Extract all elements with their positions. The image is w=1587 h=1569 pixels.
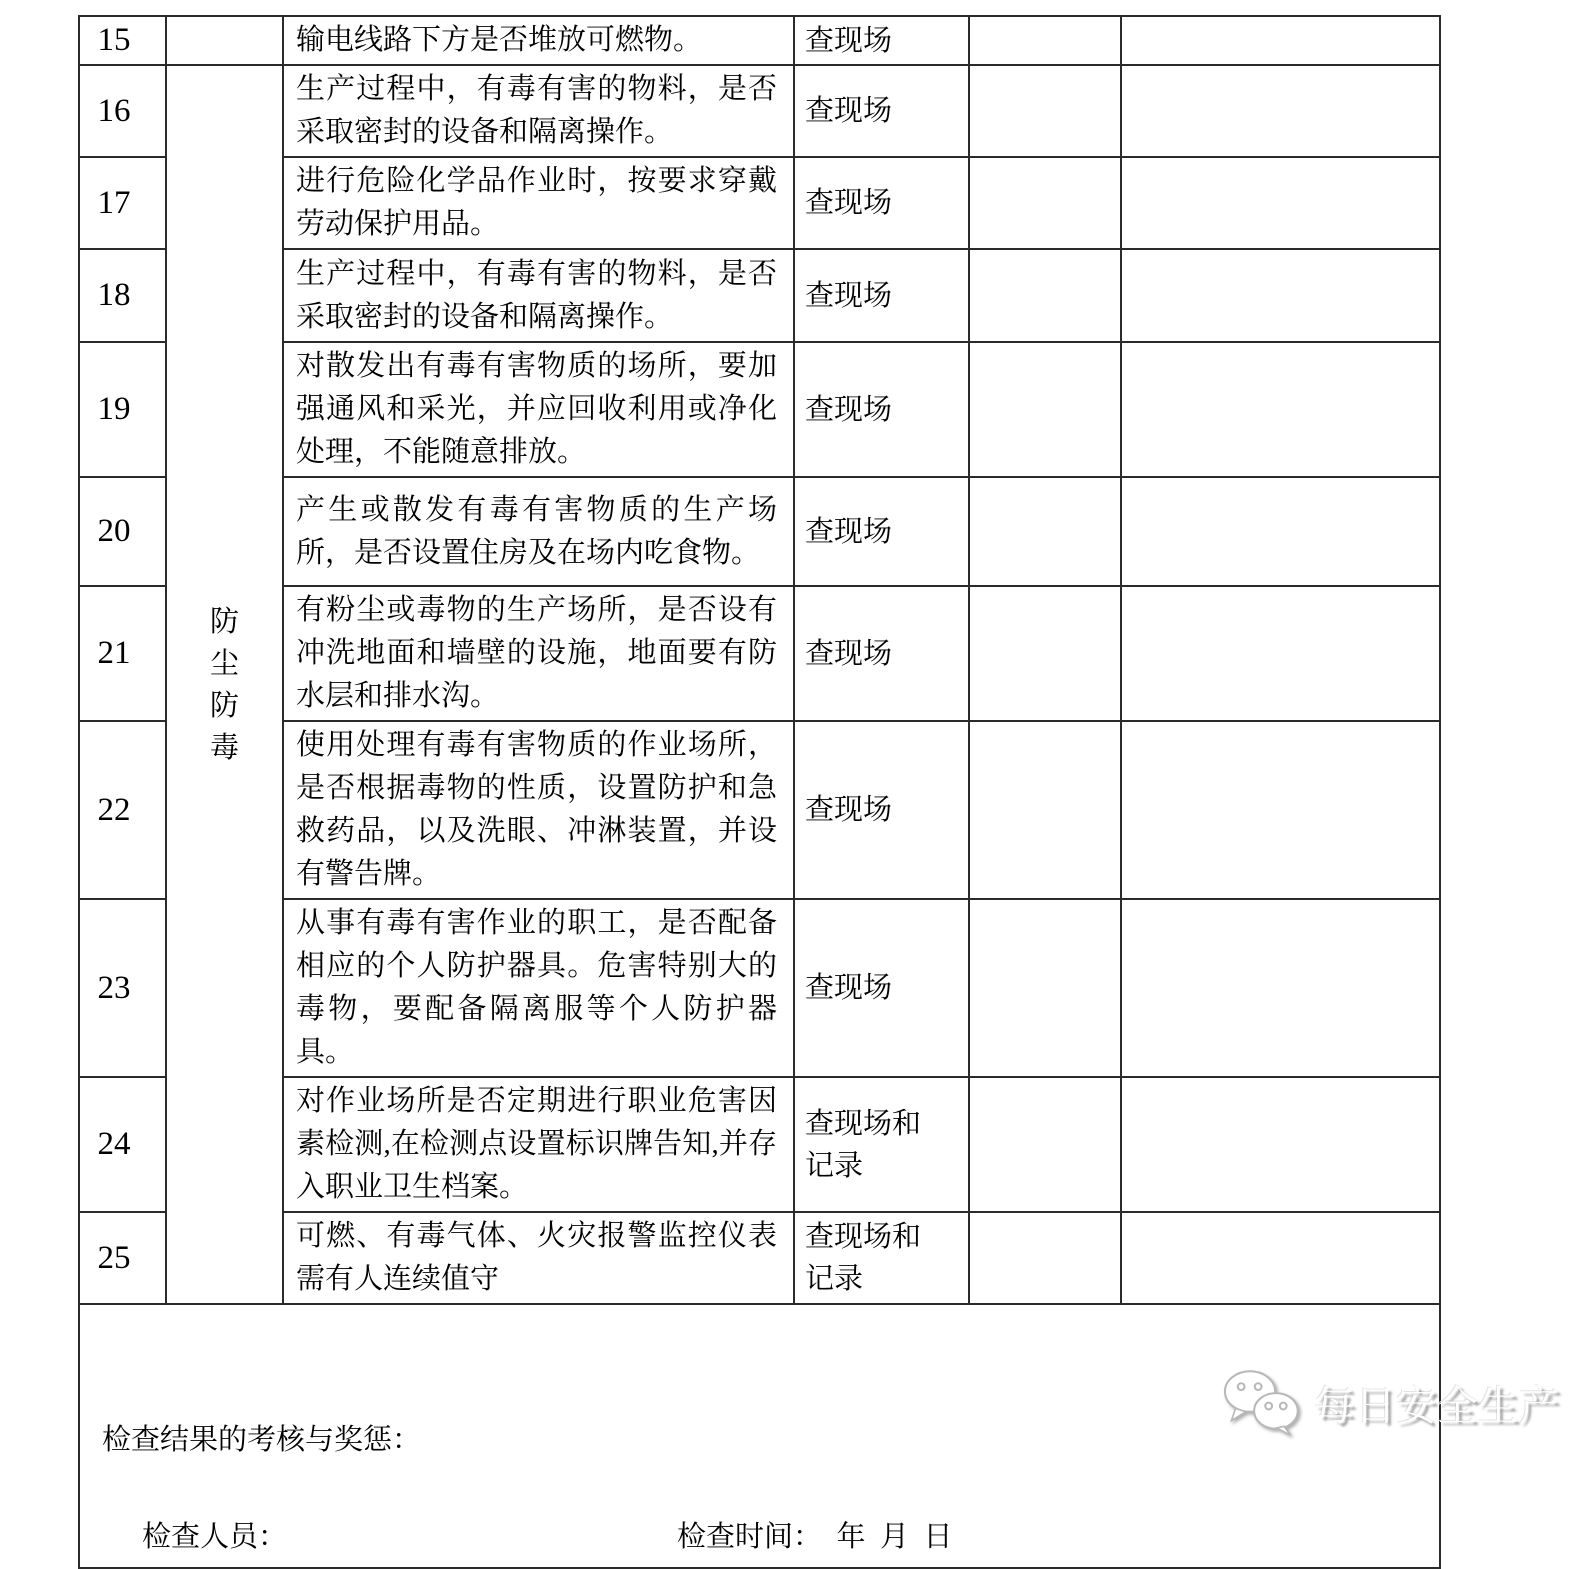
- row-number-cell: 16: [79, 65, 166, 157]
- method-cell: 查现场: [794, 157, 969, 249]
- result-cell: [969, 1077, 1121, 1212]
- remark-cell: [1121, 586, 1440, 721]
- category-cell: [166, 65, 283, 1304]
- inspection-time-label: 检查时间： 年 月 日: [677, 1521, 953, 1553]
- result-cell: [969, 586, 1121, 721]
- method-cell: 查现场: [794, 249, 969, 342]
- method-cell: 查现场: [794, 899, 969, 1077]
- content-cell: 输电线路下方是否堆放可燃物。: [283, 16, 794, 65]
- footer-row: [79, 1304, 1440, 1568]
- row-number-cell: 15: [79, 16, 166, 65]
- content-cell: 从事有毒有害作业的职工，是否配备相应的个人防护器具。危害特别大的毒物，要配备隔离服等个人防护器具。: [283, 899, 794, 1077]
- table-row: [79, 899, 1440, 1077]
- content-cell: 使用处理有毒有害物质的作业场所，是否根据毒物的性质，设置防护和急救药品，以及洗眼、冲淋装置，并设有警告牌。: [283, 721, 794, 899]
- content-cell: 可燃、有毒气体、火灾报警监控仪表需有人连续值守: [283, 1212, 794, 1304]
- row-number-cell: 23: [79, 899, 166, 1077]
- result-cell: [969, 477, 1121, 586]
- content-cell: 对作业场所是否定期进行职业危害因素检测,在检测点设置标识牌告知,并存入职业卫生档案。: [283, 1077, 794, 1212]
- result-cell: [969, 16, 1121, 65]
- result-cell: [969, 249, 1121, 342]
- content-cell: 生产过程中，有毒有害的物料，是否采取密封的设备和隔离操作。: [283, 249, 794, 342]
- method-cell: 查现场: [794, 342, 969, 477]
- remark-cell: [1121, 721, 1440, 899]
- row-number-cell: 21: [79, 586, 166, 721]
- result-cell: [969, 721, 1121, 899]
- remark-cell: [1121, 157, 1440, 249]
- table-row: [79, 477, 1440, 586]
- remark-cell: [1121, 249, 1440, 342]
- method-cell: 查现场: [794, 477, 969, 586]
- table-row: [79, 1212, 1440, 1304]
- table-row: [79, 721, 1440, 899]
- table-row: [79, 157, 1440, 249]
- remark-cell: [1121, 16, 1440, 65]
- result-cell: [969, 342, 1121, 477]
- table-row: [79, 16, 1440, 65]
- method-cell: 查现场和记录: [794, 1077, 969, 1212]
- remark-cell: [1121, 1077, 1440, 1212]
- content-cell: 对散发出有毒有害物质的场所，要加强通风和采光，并应回收利用或净化处理，不能随意排放。: [283, 342, 794, 477]
- row-number-cell: 22: [79, 721, 166, 899]
- method-cell: 查现场: [794, 65, 969, 157]
- category-label: 防尘防毒: [209, 605, 239, 764]
- result-cell: [969, 157, 1121, 249]
- category-cell-empty: [166, 16, 283, 65]
- result-cell: [969, 65, 1121, 157]
- method-cell: 查现场: [794, 721, 969, 899]
- method-cell: 查现场: [794, 586, 969, 721]
- table-row: [79, 65, 1440, 157]
- inspection-table: [78, 15, 1441, 1569]
- content-cell: 进行危险化学品作业时，按要求穿戴劳动保护用品。: [283, 157, 794, 249]
- row-number-cell: 24: [79, 1077, 166, 1212]
- footer-cell: [79, 1304, 1440, 1568]
- row-number-cell: 20: [79, 477, 166, 586]
- remark-cell: [1121, 342, 1440, 477]
- content-cell: 产生或散发有毒有害物质的生产场所，是否设置住房及在场内吃食物。: [283, 477, 794, 586]
- method-cell: 查现场和记录: [794, 1212, 969, 1304]
- row-number-cell: 17: [79, 157, 166, 249]
- table-row: [79, 586, 1440, 721]
- method-cell: 查现场: [794, 16, 969, 65]
- watermark: [1222, 1368, 1560, 1436]
- remark-cell: [1121, 65, 1440, 157]
- result-cell: [969, 1212, 1121, 1304]
- row-number-cell: 25: [79, 1212, 166, 1304]
- content-cell: 生产过程中，有毒有害的物料，是否采取密封的设备和隔离操作。: [283, 65, 794, 157]
- content-cell: 有粉尘或毒物的生产场所，是否设有冲洗地面和墙壁的设施，地面要有防水层和排水沟。: [283, 586, 794, 721]
- remark-cell: [1121, 899, 1440, 1077]
- table-row: [79, 1077, 1440, 1212]
- remark-cell: [1121, 1212, 1440, 1304]
- row-number-cell: 18: [79, 249, 166, 342]
- row-number-cell: 19: [79, 342, 166, 477]
- remark-cell: [1121, 477, 1440, 586]
- table-row: [79, 342, 1440, 477]
- signature-row: [80, 1516, 1439, 1559]
- assessment-label: 检查结果的考核与奖惩：: [102, 1423, 422, 1456]
- inspector-label: 检查人员：: [142, 1521, 288, 1553]
- watermark-text: 每日安全生产: [1314, 1382, 1560, 1429]
- result-cell: [969, 899, 1121, 1077]
- table-row: [79, 249, 1440, 342]
- wechat-icon: [1222, 1368, 1304, 1436]
